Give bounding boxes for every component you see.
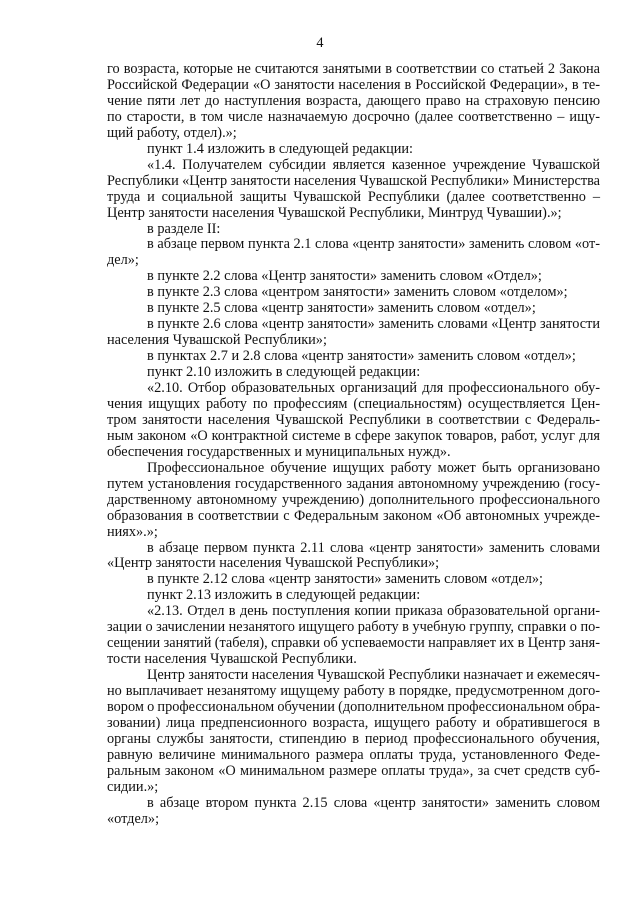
text-line: сещении занятий (табеля), справки об успеваемости направляет их в Центр заня- — [107, 635, 600, 652]
text-line: «1.4. Получателем субсидии является казенное учреждение Чувашской — [147, 156, 600, 173]
text-line: в пункте 2.12 слова «центр занятости» заменить словом «отдел»; — [147, 571, 543, 588]
text-line: в пункте 2.3 слова «центром занятости» заменить словом «отделом»; — [147, 284, 568, 301]
text-line: чения ищущих работу по профессиям (специальностям) осуществляется Цен- — [107, 395, 600, 412]
page-number: 4 — [316, 35, 324, 51]
text-line: пункт 1.4 изложить в следующей редакции: — [147, 140, 414, 157]
text-line: пункт 2.10 изложить в следующей редакции: — [147, 364, 421, 381]
text-line: зовании) лица предпенсионного возраста, ищущего работу и обратившегося в — [107, 714, 600, 731]
text-line: «2.10. Отбор образовательных организаций для профессионального обу- — [147, 380, 600, 396]
text-line: путем установления государственного задания автономному учреждению (госу- — [107, 475, 600, 492]
text-line: ным законом «О контрактной системе в сфере закупок товаров, работ, услуг для — [107, 427, 600, 444]
text-line: ральным законом «О минимальном размере оплаты труда», за счет средств суб- — [107, 762, 600, 779]
text-line: образования в соответствии с Федеральным законом «Об автономных учрежде- — [107, 507, 600, 524]
text-line: Российской Федерации «О занятости населения в Российской Федерации», в те- — [107, 76, 600, 93]
text-line: органы службы занятости, стипендию в период профессионального обучения, — [107, 730, 600, 747]
text-line: ниях».»; — [107, 523, 158, 540]
text-line: в пункте 2.2 слова «Центр занятости» заменить словом «Отдел»; — [147, 268, 542, 285]
text-line: пункт 2.13 изложить в следующей редакции: — [147, 587, 421, 604]
text-line: «2.13. Отдел в день поступления копии приказа образовательной органи- — [147, 603, 600, 620]
text-line: го возраста, которые не считаются занятыми в соответствии со статьей 2 Закона — [107, 61, 600, 77]
text-line: но выплачивает незанятому ищущему работу в порядке, предусмотренном дого- — [107, 683, 600, 700]
text-line: Профессиональное обучение ищущих работу может быть организовано — [147, 459, 600, 476]
text-line: зации о зачислении незанятого ищущего работу в учебную группу, справки о по- — [107, 619, 600, 636]
text-line: «отдел»; — [107, 810, 160, 827]
text-line: в пункте 2.5 слова «центр занятости» заменить словом «отдел»; — [147, 300, 536, 317]
text-line: чение пяти лет до наступления возраста, дающего право на страховую пенсию — [107, 92, 600, 109]
text-line: обеспечения государственных и муниципальных нужд». — [107, 443, 451, 460]
text-line: в абзаце первом пункта 2.11 слова «центр занятости» заменить словами — [147, 539, 600, 556]
text-line: в абзаце втором пункта 2.15 слова «центр занятости» заменить словом — [147, 794, 600, 811]
text-line: тром занятости населения Чувашской Республики в соответствии с Федераль- — [107, 411, 600, 428]
text-line: в абзаце первом пункта 2.1 слова «центр занятости» заменить словом «от- — [147, 236, 600, 253]
text-line: Центр занятости населения Чувашской Республики назначает и ежемесяч- — [147, 667, 600, 684]
text-line: населения Чувашской Республики»; — [107, 332, 327, 349]
text-line: щий работу, отдел).»; — [107, 124, 237, 141]
text-line: «Центр занятости населения Чувашской Республики»; — [107, 555, 440, 572]
text-line: Республики «Центр занятости населения Чувашской Республики» Министерства — [107, 172, 600, 189]
text-line: в разделе II: — [147, 220, 221, 237]
text-line: равную величине минимального размера оплаты труда, установленного Феде- — [107, 746, 600, 763]
text-line: по старости, в том числе назначаемую досрочно (далее соответственно – ищу- — [107, 108, 600, 125]
text-line: в пунктах 2.7 и 2.8 слова «центр занятости» заменить словом «отдел»; — [147, 348, 576, 365]
text-line: сидии.»; — [107, 778, 159, 795]
text-line: дарственному автономному учреждению) дополнительного профессионального — [107, 491, 600, 508]
text-line: дел»; — [107, 252, 139, 269]
text-line: труда и социальной защиты Чувашской Республики (далее соответственно – — [107, 188, 600, 205]
text-line: вором о профессиональном обучении (дополнительном профессиональном обра- — [107, 699, 600, 715]
text-line: в пункте 2.6 слова «центр занятости» заменить словами «Центр занятости — [147, 316, 600, 333]
text-line: тости населения Чувашской Республики. — [107, 651, 357, 668]
text-line: Центр занятости населения Чувашской Республики, Минтруд Чувашии).»; — [107, 204, 562, 221]
